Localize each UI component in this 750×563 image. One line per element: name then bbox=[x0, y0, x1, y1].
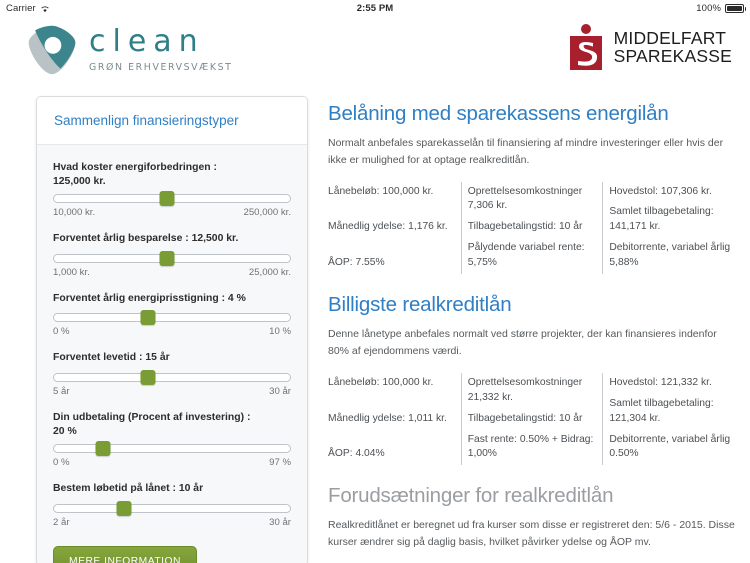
loan-detail-column bbox=[602, 182, 738, 275]
section-description: Denne lånetype anbefales normalt ved større projekter, der kan finansieres indenfor 80% af ejendommens værdi. bbox=[328, 327, 717, 357]
assumptions-title: Forudsætninger for realkreditlån bbox=[328, 484, 614, 508]
slider-thumb[interactable] bbox=[160, 191, 175, 206]
slider-min-label: 1,000 kr. bbox=[53, 266, 90, 278]
loan-details-grid bbox=[328, 373, 738, 466]
slider-control[interactable] bbox=[53, 440, 291, 456]
middelfart-wordmark bbox=[614, 30, 732, 66]
battery-percent-label: 100% bbox=[696, 2, 721, 14]
more-information-button[interactable]: MERE INFORMATION bbox=[53, 546, 197, 563]
loan-detail-cell: ÅOP: 7.55% bbox=[328, 257, 385, 269]
slider-range bbox=[53, 386, 291, 397]
slider-min-label: 2 år bbox=[53, 516, 70, 528]
slider-group bbox=[53, 232, 291, 278]
slider-max-label: 97 % bbox=[269, 456, 291, 468]
slider-group bbox=[53, 292, 291, 338]
loan-detail-cell: Samlet tilbagebetaling: 141,171 kr. bbox=[602, 202, 738, 238]
loan-section bbox=[328, 293, 738, 465]
slider-track[interactable] bbox=[53, 313, 291, 322]
loan-detail-cell: Debitorrente, variabel årlig 0.50% bbox=[602, 430, 738, 466]
loan-detail-cell: Månedlig ydelse: 1,176 kr. bbox=[328, 221, 448, 233]
slider-value: 125,000 kr. bbox=[53, 175, 106, 187]
assumptions-section bbox=[328, 484, 738, 551]
middelfart-s-logo-icon bbox=[566, 24, 606, 72]
slider-control[interactable] bbox=[53, 250, 291, 266]
slider-value: 20 % bbox=[53, 425, 77, 437]
battery-full-icon bbox=[725, 4, 744, 13]
slider-min-label: 10,000 kr. bbox=[53, 206, 96, 218]
slider-label: Hvad koster energiforbedringen : bbox=[53, 162, 217, 173]
panel-title: Sammenlign finansieringstyper bbox=[54, 113, 239, 128]
slider-range bbox=[53, 267, 291, 278]
slider-thumb[interactable] bbox=[117, 501, 132, 516]
loan-detail-cell: Lånebeløb: 100,000 kr. bbox=[328, 376, 434, 388]
slider-label: Bestem løbetid på lånet : 10 år bbox=[53, 482, 204, 494]
slider-control[interactable] bbox=[53, 190, 291, 206]
slider-thumb[interactable] bbox=[160, 251, 175, 266]
slider-group bbox=[53, 161, 291, 218]
loan-detail-cell: Lånebeløb: 100,000 kr. bbox=[328, 185, 434, 197]
slider-thumb[interactable] bbox=[95, 441, 110, 456]
slider-label: Forventet årlig besparelse : 12,500 kr. bbox=[53, 232, 239, 244]
slider-max-label: 10 % bbox=[269, 326, 291, 338]
middelfart-sparekasse-logo bbox=[566, 24, 732, 72]
clean-word: clean bbox=[89, 24, 205, 59]
loan-detail-cell: Oprettelsesomkostninger 7,306 kr. bbox=[461, 182, 597, 218]
loan-details-grid bbox=[328, 182, 738, 275]
middelfart-line1: MIDDELFART bbox=[613, 28, 727, 49]
slider-range bbox=[53, 457, 291, 468]
slider-range bbox=[53, 517, 291, 528]
slider-thumb[interactable] bbox=[141, 310, 156, 325]
loan-detail-cell: Oprettelsesomkostninger 21,332 kr. bbox=[461, 373, 597, 409]
slider-range bbox=[53, 326, 291, 337]
clean-logo bbox=[24, 22, 233, 78]
slider-thumb[interactable] bbox=[141, 370, 156, 385]
section-title: Billigste realkreditlån bbox=[328, 293, 512, 317]
results-column bbox=[328, 102, 738, 563]
loan-detail-column bbox=[602, 373, 738, 466]
loan-detail-cell: Pålydende variabel rente: 5,75% bbox=[461, 238, 597, 274]
panel-body bbox=[37, 144, 307, 563]
carrier-label: Carrier bbox=[6, 2, 36, 14]
slider-min-label: 0 % bbox=[53, 456, 70, 468]
loan-detail-cell: Tilbagebetalingstid: 10 år bbox=[461, 409, 597, 430]
slider-label: Forventet levetid : 15 år bbox=[53, 352, 170, 364]
assumptions-description: Realkreditlånet er beregnet ud fra kurser som disse er registreret den: 5/6 - 2015. Disse kurser ændrer sig på daglig basis, hvilket påvirker ydelse og ÅOP mv. bbox=[328, 518, 735, 548]
financing-comparison-panel bbox=[36, 96, 308, 563]
slider-group bbox=[53, 482, 291, 528]
clean-triangle-logo-icon bbox=[24, 22, 80, 78]
loan-detail-cell: Samlet tilbagebetaling: 121,304 kr. bbox=[602, 394, 738, 430]
slider-control[interactable] bbox=[53, 369, 291, 385]
loan-detail-cell: Fast rente: 0.50% + Bidrag: 1,00% bbox=[461, 430, 597, 466]
clock-label: 2:55 PM bbox=[356, 2, 394, 14]
middelfart-line2: SPAREKASSE bbox=[613, 46, 732, 66]
loan-detail-cell: Hovedstol: 121,332 kr. bbox=[602, 373, 738, 394]
loan-detail-cell: ÅOP: 4.04% bbox=[328, 448, 385, 460]
clean-wordmark bbox=[89, 24, 233, 73]
loan-detail-cell: Månedlig ydelse: 1,011 kr. bbox=[328, 412, 447, 424]
loan-detail-column bbox=[461, 373, 597, 466]
main-content bbox=[0, 88, 750, 563]
loan-detail-column bbox=[328, 182, 455, 275]
section-title: Belåning med sparekassens energilån bbox=[328, 102, 669, 125]
loan-detail-cell: Tilbagebetalingstid: 10 år bbox=[461, 217, 597, 238]
slider-max-label: 30 år bbox=[269, 516, 291, 528]
ios-status-bar bbox=[0, 0, 750, 16]
slider-track[interactable] bbox=[53, 444, 291, 453]
clean-tagline: GRØN ERHVERVSVÆKST bbox=[89, 62, 233, 73]
slider-range bbox=[53, 207, 291, 218]
slider-label: Din udbetaling (Procent af investering) : bbox=[53, 412, 251, 424]
slider-max-label: 250,000 kr. bbox=[243, 206, 291, 218]
slider-max-label: 25,000 kr. bbox=[248, 266, 291, 278]
slider-track[interactable] bbox=[53, 504, 291, 513]
section-description: Normalt anbefales sparekasselån til finansiering af mindre investeringer eller hvis der ikke er mulighed for at optage realkreditlån. bbox=[328, 136, 724, 166]
slider-control[interactable] bbox=[53, 309, 291, 325]
slider-min-label: 5 år bbox=[53, 386, 70, 398]
panel-header bbox=[37, 97, 307, 144]
loan-detail-column bbox=[461, 182, 597, 275]
slider-group bbox=[53, 411, 291, 468]
loan-detail-cell: Hovedstol: 107,306 kr. bbox=[602, 182, 738, 203]
loan-detail-cell: Debitorrente, variabel årlig 5,88% bbox=[602, 238, 738, 274]
slider-group bbox=[53, 351, 291, 397]
loan-section bbox=[328, 102, 738, 274]
slider-max-label: 30 år bbox=[269, 386, 291, 398]
brand-header bbox=[0, 16, 750, 88]
slider-control[interactable] bbox=[53, 500, 291, 516]
slider-track[interactable] bbox=[53, 373, 291, 382]
loan-detail-column bbox=[328, 373, 455, 466]
slider-label: Forventet årlig energiprisstigning : 4 % bbox=[53, 292, 246, 304]
slider-min-label: 0 % bbox=[53, 326, 70, 338]
